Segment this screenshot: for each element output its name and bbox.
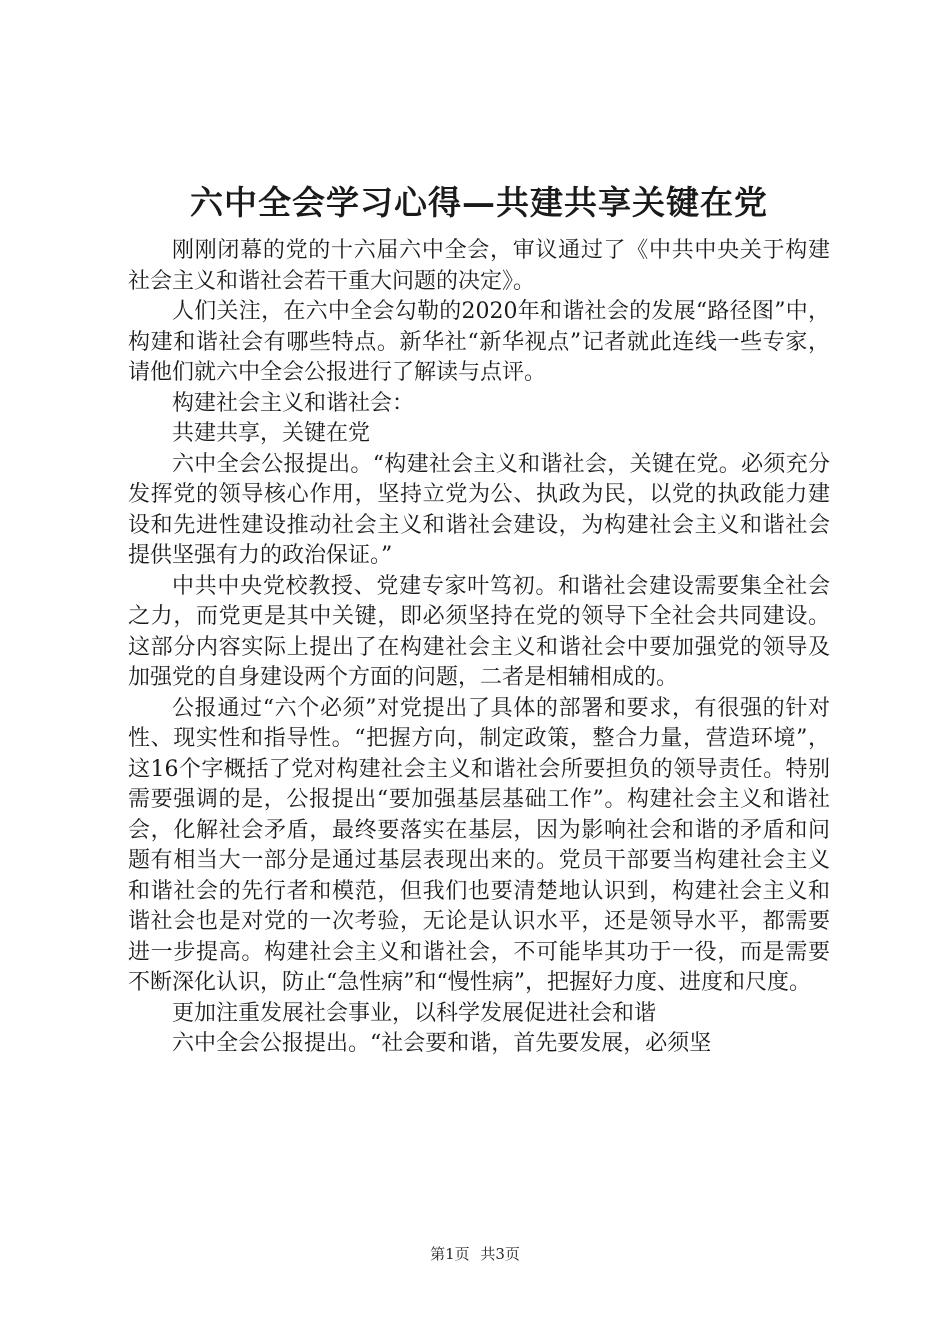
paragraph: 六中全会公报提出。“社会要和谐，首先要发展，必须坚 xyxy=(172,1031,712,1056)
section-heading: 更加注重发展社会事业，以科学发展促进社会和谐 xyxy=(172,1000,657,1026)
paragraph: 中共中央党校教授、党建专家叶笃初。和谐社会建设需要集全社会之力，而党更是其中关键，即必须坚持在党的领导下全社会共同建设。这部分内容实际上提出了在构建社会主义和谐社会中要加强党的领导及加强党的自身建设两个方面的问题，二者是相辅相成的。 xyxy=(128,573,830,690)
page-footer xyxy=(0,1243,950,1264)
section-heading: 构建社会主义和谐社会： xyxy=(172,390,415,416)
document-page xyxy=(128,178,830,1060)
page-number: 第1页 xyxy=(430,1245,470,1263)
section-heading: 共建共享，关键在党 xyxy=(172,421,371,446)
paragraph: 人们关注，在六中全会勾勒的2020年和谐社会的发展“路径图”中，构建和谐社会有哪些特点。新华社“新华视点”记者就此连线一些专家，请他们就六中全会公报进行了解读与点评。 xyxy=(128,299,831,385)
paragraph: 六中全会公报提出。“构建社会主义和谐社会，关键在党。必须充分发挥党的领导核心作用，坚持立党为公、执政为民，以党的执政能力建设和先进性建设推动社会主义和谐社会建设，为构建社会主义和谐社会提供坚强有力的政治保证。” xyxy=(128,451,830,568)
paragraph: 公报通过“六个必须”对党提出了具体的部署和要求，有很强的针对性、现实性和指导性。“把握方向，制定政策，整合力量，营造环境”，这16个字概括了党对构建社会主义和谐社会所要担负的领导责任。特别需要强调的是，公报提出“要加强基层基础工作”。构建社会主义和谐社会，化解社会矛盾，最终要落实在基层，因为影响社会和谐的矛盾和问题有相当大一部分是通过基层表现出来的。党员干部要当构建社会主义和谐社会的先行者和模范，但我们也要清楚地认识到，构建社会主义和谐社会也是对党的一次考验，无论是认识水平，还是领导水平，都需要进一步提高。构建社会主义和谐社会，不可能毕其功于一役，而是需要不断深化认识，防止“急性病”和“慢性病”，把握好力度、进度和尺度。 xyxy=(128,695,830,995)
paragraph: 刚刚闭幕的党的十六届六中全会，审议通过了《中共中央关于构建社会主义和谐社会若干重大问题的决定》。 xyxy=(128,238,830,294)
page-total: 共3页 xyxy=(480,1245,520,1263)
document-title: 六中全会学习心得—共建共享关键在党 xyxy=(190,183,768,222)
